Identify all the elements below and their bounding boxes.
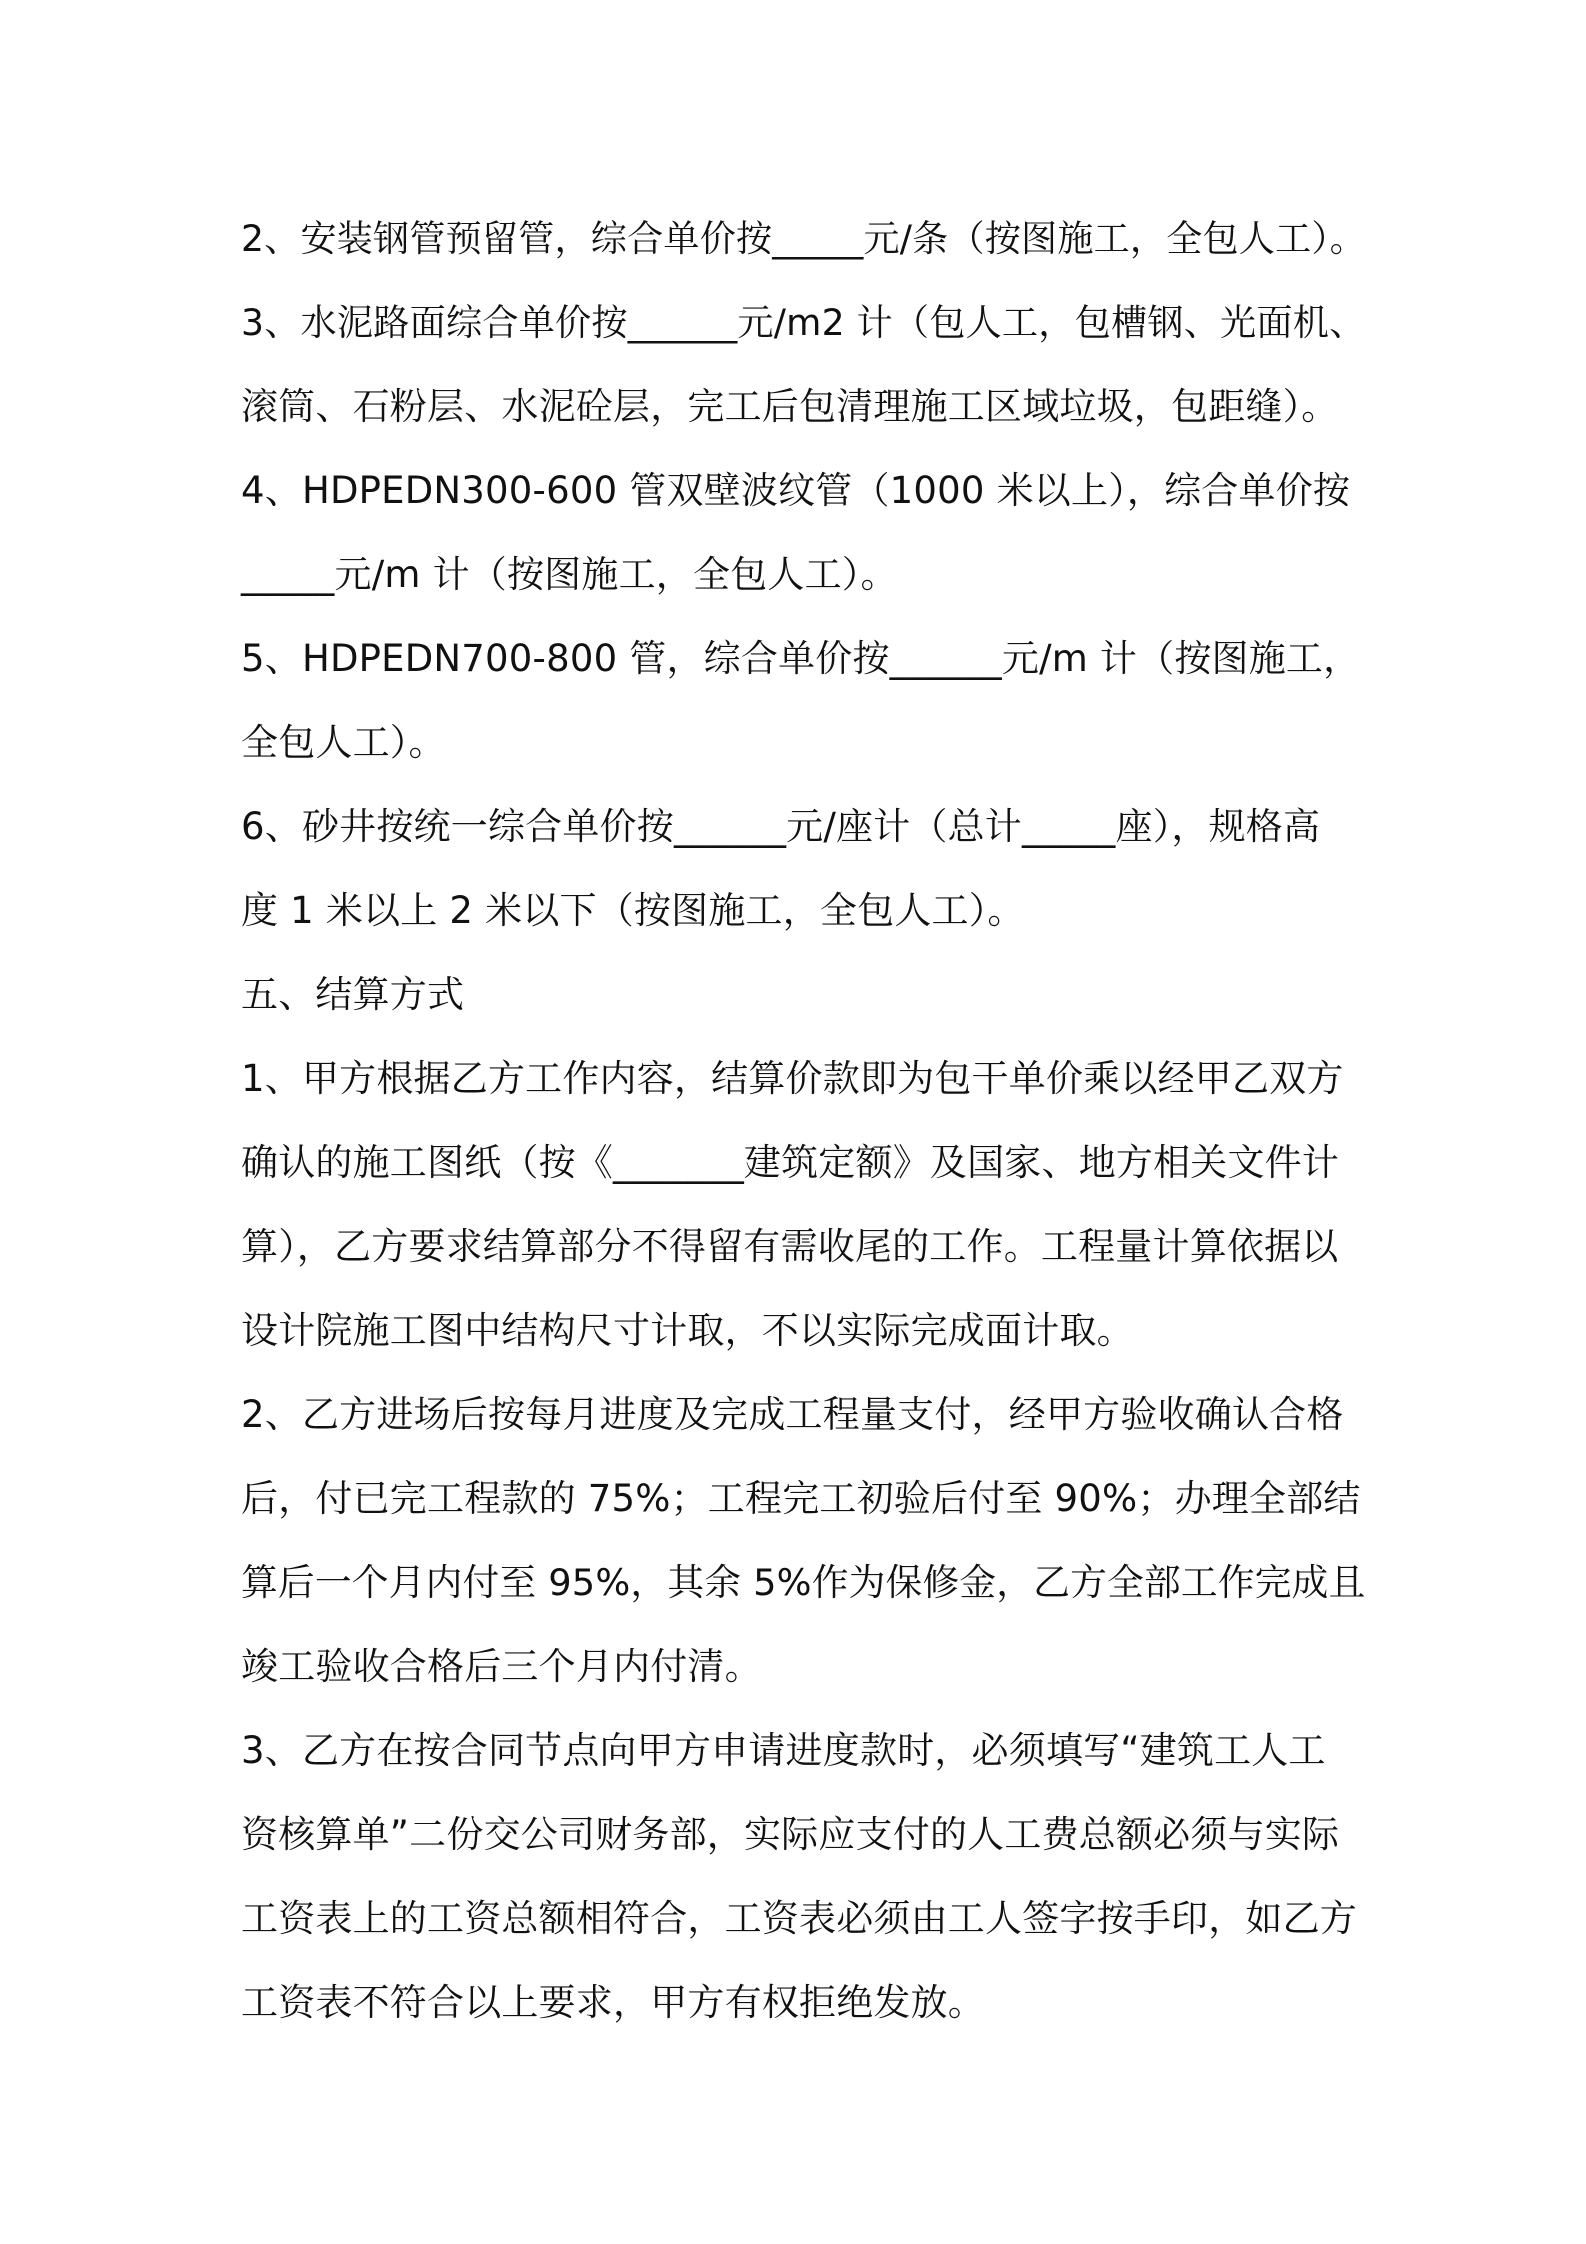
text-line-16: 后，付已完工程款的 75%；工程完工初验后付至 90%；办理全部结 bbox=[241, 1477, 1361, 1520]
text-line-11: 1、甲方根据乙方工作内容，结算价款即为包干单价乘以经甲乙双方 bbox=[241, 1057, 1344, 1100]
section-heading: 五、结算方式 bbox=[241, 973, 465, 1016]
text-line-7: 全包人工）。 bbox=[241, 721, 446, 764]
text-line-17: 算后一个月内付至 95%，其余 5%作为保修金，乙方全部工作完成且 bbox=[241, 1561, 1366, 1604]
text-line-19: 3、乙方在按合同节点向甲方申请进度款时，必须填写“建筑工人工 bbox=[241, 1729, 1326, 1772]
document-body bbox=[241, 197, 1366, 2045]
text-line-4: 4、HDPEDN300-600 管双壁波纹管（1000 米以上），综合单价按 bbox=[241, 469, 1351, 512]
text-line-20: 资核算单”二份交公司财务部，实际应支付的人工费总额必须与实际 bbox=[241, 1813, 1340, 1856]
text-line-1: 2、安装钢管预留管，综合单价按_____元/条（按图施工，全包人工）。 bbox=[241, 217, 1366, 260]
text-line-14: 设计院施工图中结构尺寸计取，不以实际完成面计取。 bbox=[241, 1309, 1134, 1352]
text-line-22: 工资表不符合以上要求，甲方有权拒绝发放。 bbox=[241, 1981, 985, 2024]
text-line-8: 6、砂井按统一综合单价按______元/座计（总计_____座），规格高 bbox=[241, 805, 1321, 848]
text-line-9: 度 1 米以上 2 米以下（按图施工，全包人工）。 bbox=[241, 889, 1025, 932]
text-line-21: 工资表上的工资总额相符合，工资表必须由工人签字按手印，如乙方 bbox=[241, 1897, 1357, 1940]
text-line-12: 确认的施工图纸（按《_______建筑定额》及国家、地方相关文件计 bbox=[241, 1141, 1340, 1184]
text-line-5: _____元/m 计（按图施工，全包人工）。 bbox=[241, 553, 898, 596]
text-line-6: 5、HDPEDN700-800 管，综合单价按______元/m 计（按图施工， bbox=[241, 637, 1361, 680]
text-line-18: 竣工验收合格后三个月内付清。 bbox=[241, 1645, 762, 1688]
text-line-13: 算），乙方要求结算部分不得留有需收尾的工作。工程量计算依据以 bbox=[241, 1225, 1339, 1268]
text-line-15: 2、乙方进场后按每月进度及完成工程量支付，经甲方验收确认合格 bbox=[241, 1393, 1344, 1436]
text-line-2: 3、水泥路面综合单价按______元/m2 计（包人工，包槽钢、光面机、 bbox=[241, 301, 1366, 344]
text-line-3: 滚筒、石粉层、水泥砼层，完工后包清理施工区域垃圾，包距缝）。 bbox=[241, 385, 1339, 428]
